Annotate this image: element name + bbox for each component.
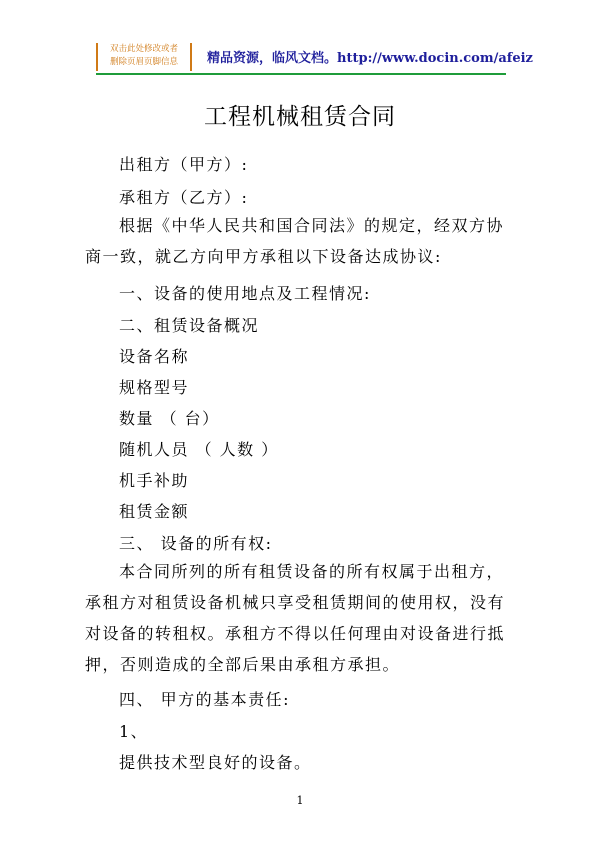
- lessee-line: 承租方（乙方）:: [119, 188, 249, 207]
- header-tagline: [207, 47, 533, 66]
- stamp-line-2: 删除页眉页脚信息: [109, 57, 178, 67]
- staff-count-item: 随机人员 （ 人数 ）: [119, 440, 279, 459]
- header-url-link[interactable]: http://www.docin.com/afeiz: [337, 51, 533, 66]
- lessor-line: 出租方（甲方）:: [119, 155, 249, 174]
- equipment-model-item: 规格型号: [119, 378, 190, 397]
- section-4-heading: 四、 甲方的基本责任:: [119, 690, 290, 709]
- stamp-line-1: 双击此处修改或者: [109, 44, 178, 54]
- page-number: 1: [296, 794, 304, 807]
- equipment-name-item: 设备名称: [119, 347, 190, 366]
- section-3-heading: 三、 设备的所有权:: [119, 534, 273, 553]
- document-title: 工程机械租赁合同: [204, 104, 396, 130]
- section-1-heading: 一、设备的使用地点及工程情况:: [119, 284, 371, 303]
- equipment-quantity-item: 数量 （ 台）: [119, 409, 220, 428]
- section-2-heading: 二、租赁设备概况: [119, 316, 260, 335]
- clause-1-text: 提供技术型良好的设备。: [119, 753, 312, 772]
- page-header: [96, 38, 533, 76]
- preamble-paragraph: 根据《中华人民共和国合同法》的规定，经双方协商一致，就乙方向甲方承租以下设备达成协议:: [85, 216, 505, 266]
- operator-subsidy-item: 机手补助: [119, 471, 190, 490]
- rental-amount-item: 租赁金额: [119, 502, 190, 521]
- ownership-paragraph: 本合同所列的所有租赁设备的所有权属于出租方，承租方对租赁设备机械只享受租赁期间的使用权，没有对设备的转租权。承租方不得以任何理由对设备进行抵押，否则造成的全部后果由承租方承担。: [85, 562, 506, 674]
- header-divider: [96, 73, 506, 75]
- clause-1-number: 1、: [119, 722, 149, 741]
- header-tagline-text: 精品资源，临风文档。: [207, 51, 338, 66]
- edit-header-stamp[interactable]: [96, 43, 192, 71]
